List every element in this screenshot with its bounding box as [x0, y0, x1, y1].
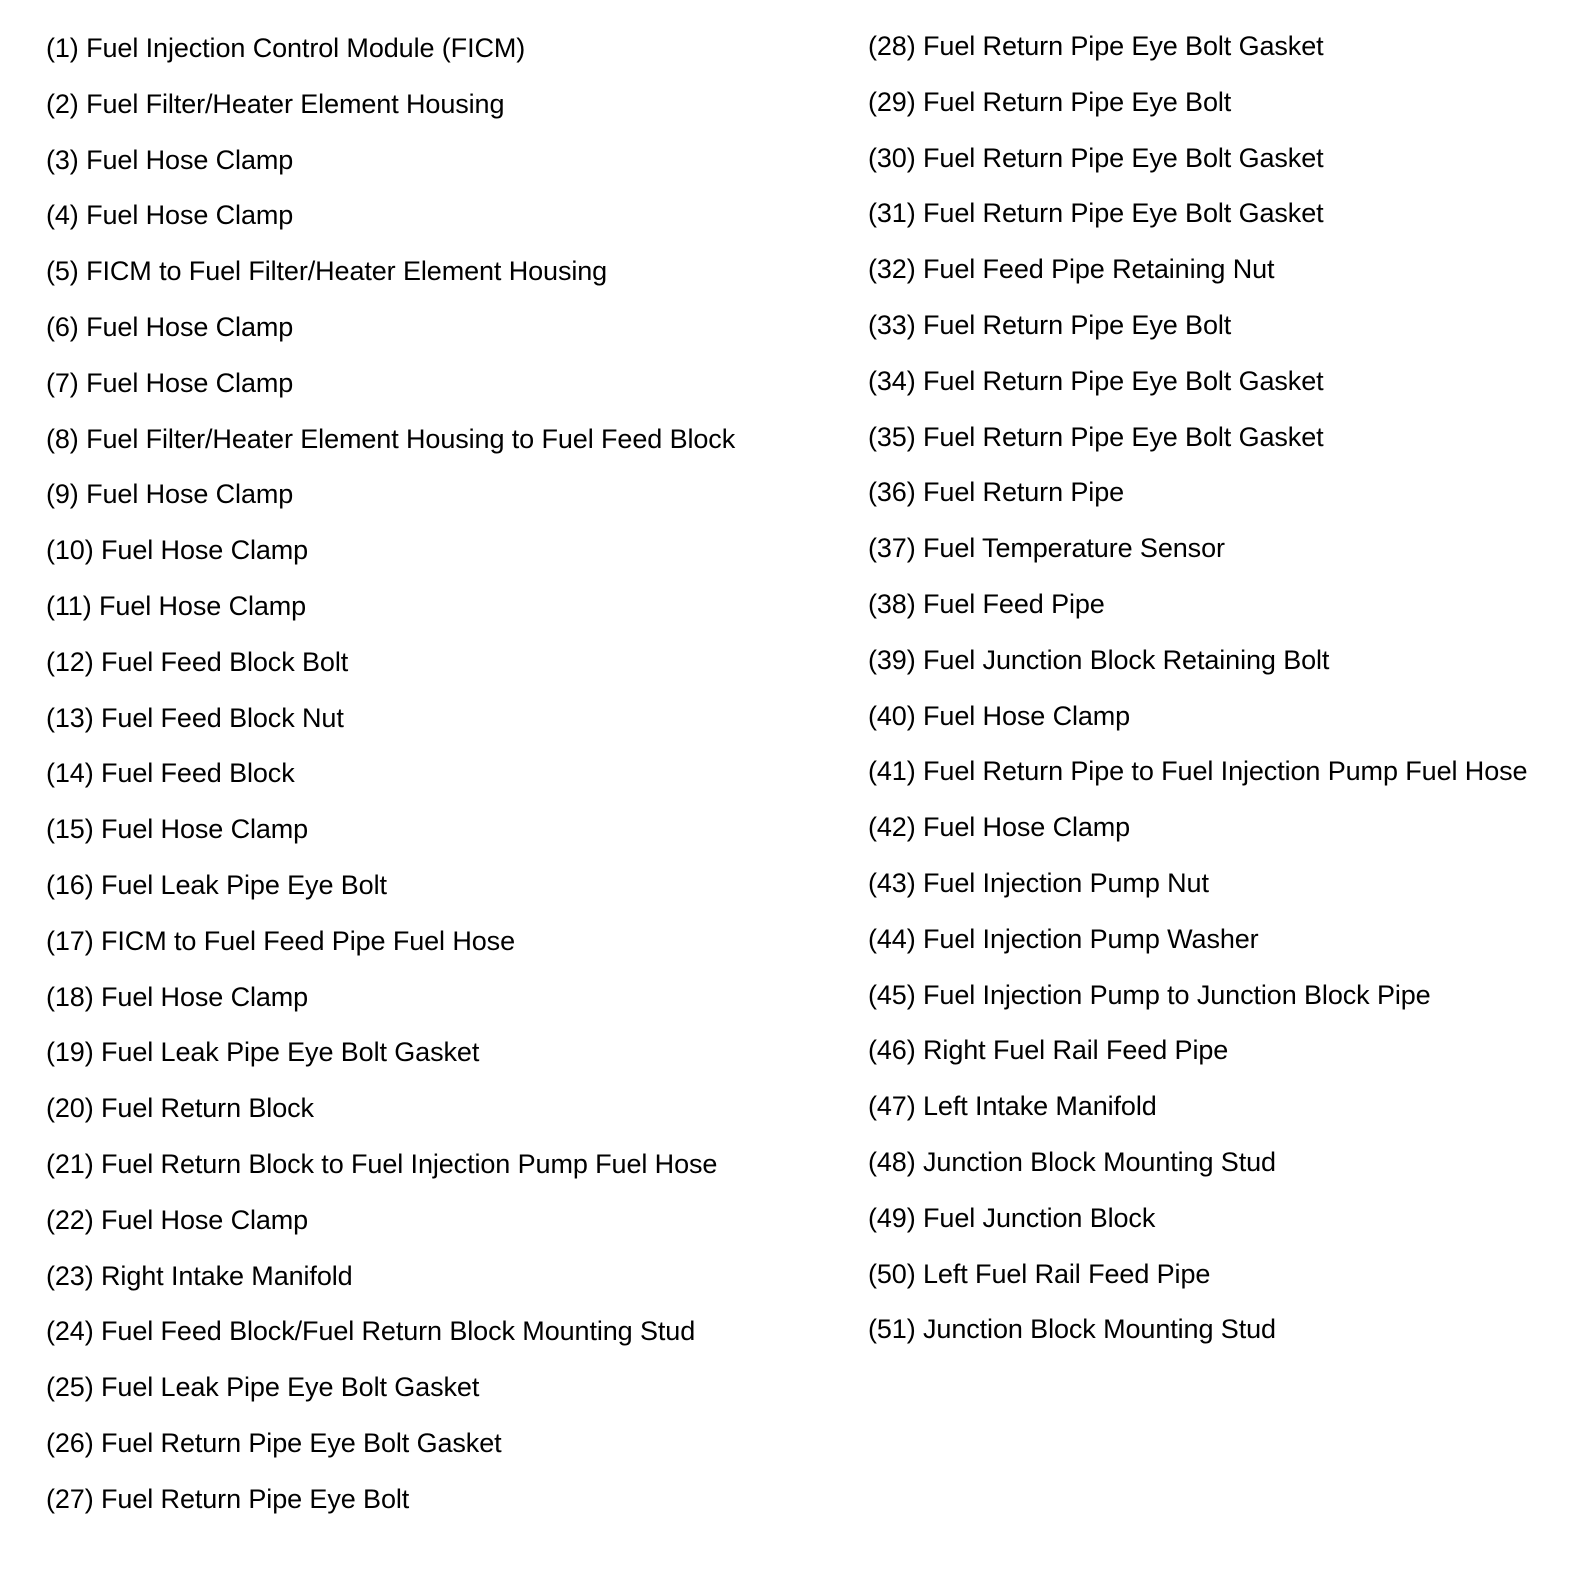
legend-item: (33) Fuel Return Pipe Eye Bolt — [868, 309, 1232, 340]
legend-item: (27) Fuel Return Pipe Eye Bolt — [46, 1483, 410, 1514]
legend-item: (13) Fuel Feed Block Nut — [46, 702, 344, 733]
legend-item: (37) Fuel Temperature Sensor — [868, 533, 1225, 564]
legend-item: (26) Fuel Return Pipe Eye Bolt Gasket — [46, 1427, 502, 1458]
legend-item: (5) FICM to Fuel Filter/Heater Element Housing — [46, 256, 608, 287]
legend-item: (39) Fuel Junction Block Retaining Bolt — [868, 644, 1330, 675]
legend-item: (28) Fuel Return Pipe Eye Bolt Gasket — [868, 31, 1324, 61]
legend-item: (7) Fuel Hose Clamp — [46, 367, 294, 398]
legend-item: (4) Fuel Hose Clamp — [46, 200, 294, 231]
legend-item: (35) Fuel Return Pipe Eye Bolt Gasket — [868, 421, 1324, 452]
legend-item: (32) Fuel Feed Pipe Retaining Nut — [868, 254, 1275, 285]
legend-item: (20) Fuel Return Block — [46, 1093, 314, 1124]
legend-left-column — [46, 26, 735, 1533]
legend-item: (17) FICM to Fuel Feed Pipe Fuel Hose — [46, 925, 515, 956]
legend-item: (14) Fuel Feed Block — [46, 758, 295, 789]
legend-item: (6) Fuel Hose Clamp — [46, 311, 294, 342]
legend-item: (3) Fuel Hose Clamp — [46, 144, 294, 175]
legend-item: (16) Fuel Leak Pipe Eye Bolt — [46, 869, 387, 900]
legend-item: (1) Fuel Injection Control Module (FICM) — [46, 33, 526, 63]
legend-item: (42) Fuel Hose Clamp — [868, 812, 1131, 843]
legend-item: (9) Fuel Hose Clamp — [46, 479, 294, 510]
legend-item: (47) Left Intake Manifold — [868, 1091, 1157, 1122]
legend-item: (51) Junction Block Mounting Stud — [868, 1314, 1276, 1345]
legend-item: (19) Fuel Leak Pipe Eye Bolt Gasket — [46, 1037, 480, 1068]
legend-item: (36) Fuel Return Pipe — [868, 477, 1125, 508]
legend-item: (10) Fuel Hose Clamp — [46, 535, 309, 566]
legend-item: (50) Left Fuel Rail Feed Pipe — [868, 1258, 1211, 1289]
legend-item: (44) Fuel Injection Pump Washer — [868, 923, 1259, 954]
legend-item: (15) Fuel Hose Clamp — [46, 814, 309, 845]
legend-item: (12) Fuel Feed Block Bolt — [46, 646, 349, 677]
legend-item: (21) Fuel Return Block to Fuel Injection Pump Fuel Hose — [46, 1148, 718, 1179]
legend-right-column — [868, 24, 1527, 1363]
legend-item: (46) Right Fuel Rail Feed Pipe — [868, 1035, 1229, 1066]
legend-item: (30) Fuel Return Pipe Eye Bolt Gasket — [868, 142, 1324, 173]
legend-item: (25) Fuel Leak Pipe Eye Bolt Gasket — [46, 1372, 480, 1403]
legend-item: (23) Right Intake Manifold — [46, 1260, 353, 1291]
legend-item: (41) Fuel Return Pipe to Fuel Injection Pump Fuel Hose — [868, 756, 1528, 787]
legend-item: (45) Fuel Injection Pump to Junction Block Pipe — [868, 979, 1431, 1010]
legend-item: (40) Fuel Hose Clamp — [868, 700, 1131, 731]
legend-item: (2) Fuel Filter/Heater Element Housing — [46, 88, 505, 119]
legend-item: (48) Junction Block Mounting Stud — [868, 1146, 1276, 1177]
legend-item: (22) Fuel Hose Clamp — [46, 1204, 309, 1235]
legend-item: (49) Fuel Junction Block — [868, 1202, 1156, 1233]
legend-item: (34) Fuel Return Pipe Eye Bolt Gasket — [868, 365, 1324, 396]
legend-item: (11) Fuel Hose Clamp — [46, 590, 307, 621]
legend-item: (8) Fuel Filter/Heater Element Housing to Fuel Feed Block — [46, 423, 736, 454]
legend-item: (24) Fuel Feed Block/Fuel Return Block Mounting Stud — [46, 1316, 696, 1347]
legend-item: (29) Fuel Return Pipe Eye Bolt — [868, 86, 1232, 117]
legend-item: (38) Fuel Feed Pipe — [868, 588, 1105, 619]
legend-item: (18) Fuel Hose Clamp — [46, 981, 309, 1012]
legend-item: (43) Fuel Injection Pump Nut — [868, 867, 1209, 898]
legend-item: (31) Fuel Return Pipe Eye Bolt Gasket — [868, 198, 1324, 229]
